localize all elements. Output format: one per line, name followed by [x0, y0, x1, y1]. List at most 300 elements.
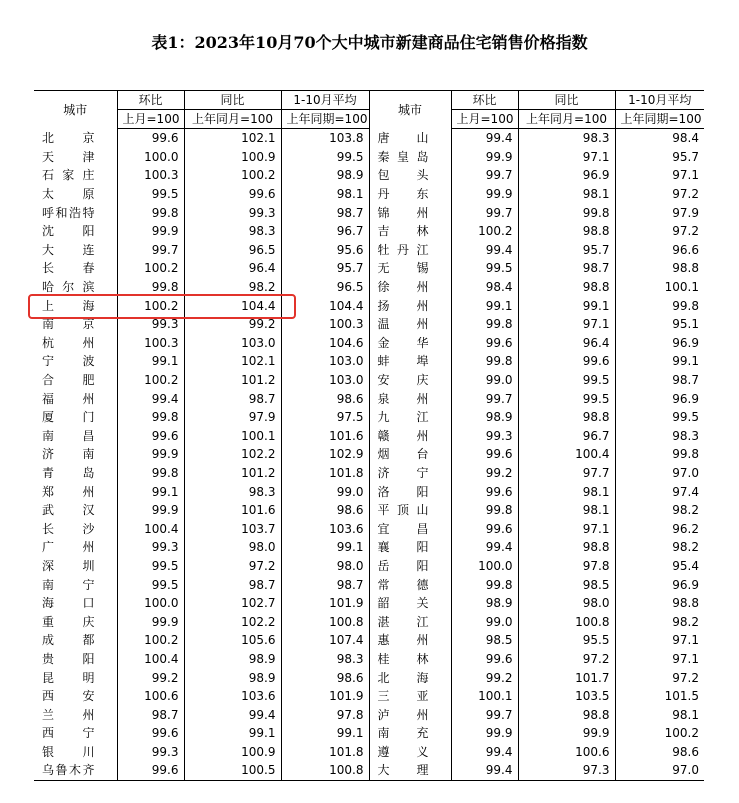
left-mom-cell: 100.2	[117, 371, 184, 390]
shanghai-highlight-box	[28, 294, 296, 319]
right-avg-cell: 98.2	[615, 538, 704, 557]
right-yoy-cell: 95.5	[518, 631, 615, 650]
left-avg-cell: 103.0	[281, 352, 369, 371]
right-mom-cell: 99.2	[451, 668, 518, 687]
left-city-cell: 宁波	[42, 354, 95, 369]
left-yoy-cell: 98.0	[184, 538, 281, 557]
right-yoy-cell: 95.7	[518, 241, 615, 260]
table-row	[34, 538, 704, 557]
right-avg-cell: 98.7	[615, 371, 704, 390]
right-avg-cell: 97.9	[615, 203, 704, 222]
right-yoy-cell: 97.1	[518, 519, 615, 538]
right-avg-cell: 98.4	[615, 129, 704, 148]
left-city-cell: 大连	[42, 242, 95, 257]
left-mom-cell: 100.2	[117, 259, 184, 278]
left-city-cell: 北京	[42, 131, 95, 146]
right-city-cell: 温州	[369, 315, 451, 334]
right-city-cell: 平顶山	[369, 501, 451, 520]
left-avg-cell: 104.6	[281, 334, 369, 353]
table-row	[34, 148, 704, 167]
right-avg-cell: 98.6	[615, 743, 704, 762]
left-city-cell: 哈尔滨	[42, 280, 95, 295]
left-mom-cell: 99.8	[117, 464, 184, 483]
right-avg-cell: 96.2	[615, 519, 704, 538]
left-city-cell: 成都	[42, 633, 95, 648]
table-row	[34, 668, 704, 687]
left-avg-cell: 100.8	[281, 612, 369, 631]
left-city-cell: 沈阳	[42, 224, 95, 239]
left-yoy-cell: 99.2	[184, 315, 281, 334]
right-avg-cell: 99.8	[615, 445, 704, 464]
table-row	[34, 631, 704, 650]
left-city-cell: 上海	[42, 298, 95, 313]
left-yoy-cell: 103.7	[184, 519, 281, 538]
left-mom-cell: 99.6	[117, 761, 184, 780]
left-mom-cell: 99.3	[117, 538, 184, 557]
left-mom-cell: 100.0	[117, 148, 184, 167]
left-city-cell: 重庆	[42, 614, 95, 629]
right-yoy-cell: 98.0	[518, 594, 615, 613]
left-mom-cell: 99.4	[117, 389, 184, 408]
left-mom-cell: 99.9	[117, 501, 184, 520]
mom-base-right: 上月=100	[451, 110, 518, 129]
right-yoy-cell: 103.5	[518, 687, 615, 706]
right-yoy-cell: 99.8	[518, 203, 615, 222]
left-yoy-cell: 97.2	[184, 557, 281, 576]
right-yoy-cell: 98.3	[518, 129, 615, 148]
left-mom-cell: 99.3	[117, 315, 184, 334]
table-row	[34, 203, 704, 222]
mom-base-left: 上月=100	[117, 110, 184, 129]
table-row	[34, 185, 704, 204]
table-row	[34, 575, 704, 594]
left-yoy-cell: 96.4	[184, 259, 281, 278]
left-yoy-cell: 98.9	[184, 650, 281, 669]
table-row	[34, 612, 704, 631]
right-yoy-cell: 100.8	[518, 612, 615, 631]
right-city-cell: 三亚	[369, 687, 451, 706]
left-yoy-cell: 98.7	[184, 389, 281, 408]
left-mom-cell: 99.8	[117, 278, 184, 297]
right-yoy-cell: 100.4	[518, 445, 615, 464]
left-yoy-cell: 104.4	[184, 296, 281, 315]
right-mom-cell: 99.9	[451, 148, 518, 167]
left-yoy-cell: 101.2	[184, 464, 281, 483]
left-avg-cell: 103.0	[281, 371, 369, 390]
right-city-cell: 秦皇岛	[369, 148, 451, 167]
left-mom-cell: 100.0	[117, 594, 184, 613]
right-yoy-cell: 99.6	[518, 352, 615, 371]
table-row	[34, 557, 704, 576]
right-mom-cell: 100.1	[451, 687, 518, 706]
left-yoy-cell: 98.2	[184, 278, 281, 297]
right-yoy-cell: 100.6	[518, 743, 615, 762]
table-row	[34, 687, 704, 706]
table-row	[34, 650, 704, 669]
right-city-cell: 桂林	[369, 650, 451, 669]
left-yoy-cell: 97.9	[184, 408, 281, 427]
right-mom-cell: 98.5	[451, 631, 518, 650]
table-row	[34, 352, 704, 371]
right-city-cell: 安庆	[369, 371, 451, 390]
left-city-cell: 杭州	[42, 335, 95, 350]
left-avg-cell: 98.0	[281, 557, 369, 576]
left-city-cell: 兰州	[42, 707, 95, 722]
left-yoy-cell: 100.2	[184, 166, 281, 185]
left-avg-cell: 95.7	[281, 259, 369, 278]
left-yoy-cell: 99.6	[184, 185, 281, 204]
left-city-cell: 银川	[42, 744, 95, 759]
right-avg-cell: 97.1	[615, 650, 704, 669]
right-avg-cell: 98.8	[615, 594, 704, 613]
left-yoy-cell: 100.9	[184, 743, 281, 762]
left-yoy-cell: 100.5	[184, 761, 281, 780]
left-city-cell: 乌鲁木齐	[34, 761, 117, 780]
left-avg-cell: 101.9	[281, 687, 369, 706]
left-city-cell: 福州	[42, 391, 95, 406]
right-avg-cell: 101.5	[615, 687, 704, 706]
left-mom-cell: 99.9	[117, 612, 184, 631]
left-city-cell: 西安	[42, 689, 95, 704]
right-city-cell: 泉州	[369, 389, 451, 408]
left-mom-cell: 99.5	[117, 185, 184, 204]
right-mom-cell: 99.6	[451, 445, 518, 464]
left-city-cell: 太原	[42, 187, 95, 202]
left-avg-cell: 103.8	[281, 129, 369, 148]
table-row	[34, 705, 704, 724]
right-mom-cell: 99.4	[451, 761, 518, 780]
left-avg-cell: 95.6	[281, 241, 369, 260]
left-avg-cell: 98.3	[281, 650, 369, 669]
left-city-cell: 郑州	[42, 484, 95, 499]
left-city-cell: 青岛	[42, 465, 95, 480]
right-city-cell: 宜昌	[369, 519, 451, 538]
right-mom-cell: 99.7	[451, 389, 518, 408]
right-yoy-cell: 98.1	[518, 501, 615, 520]
left-city-cell: 呼和浩特	[42, 205, 95, 220]
city-header-left: 城市	[34, 91, 117, 129]
right-yoy-cell: 99.9	[518, 724, 615, 743]
right-mom-cell: 98.9	[451, 594, 518, 613]
right-avg-cell: 98.1	[615, 705, 704, 724]
left-yoy-cell: 98.7	[184, 575, 281, 594]
right-avg-cell: 97.2	[615, 668, 704, 687]
left-mom-cell: 100.2	[117, 631, 184, 650]
right-city-cell: 烟台	[369, 445, 451, 464]
right-mom-cell: 99.9	[451, 724, 518, 743]
table-row	[34, 761, 704, 780]
left-city-cell: 济南	[42, 447, 95, 462]
left-yoy-cell: 99.1	[184, 724, 281, 743]
left-mom-cell: 99.9	[117, 222, 184, 241]
left-avg-cell: 98.9	[281, 166, 369, 185]
right-city-cell: 韶关	[369, 594, 451, 613]
right-avg-cell: 99.1	[615, 352, 704, 371]
right-mom-cell: 99.1	[451, 296, 518, 315]
left-yoy-cell: 101.2	[184, 371, 281, 390]
right-city-cell: 唐山	[369, 129, 451, 148]
right-yoy-cell: 98.7	[518, 259, 615, 278]
right-mom-cell: 99.6	[451, 519, 518, 538]
right-avg-cell: 96.9	[615, 575, 704, 594]
right-mom-cell: 99.4	[451, 241, 518, 260]
right-yoy-cell: 96.7	[518, 427, 615, 446]
right-yoy-cell: 97.2	[518, 650, 615, 669]
right-mom-cell: 99.0	[451, 612, 518, 631]
right-mom-cell: 99.4	[451, 743, 518, 762]
left-avg-cell: 98.7	[281, 203, 369, 222]
right-city-cell: 大理	[369, 761, 451, 780]
right-avg-cell: 100.1	[615, 278, 704, 297]
yoy-base-right: 上年同月=100	[518, 110, 615, 129]
left-avg-cell: 96.7	[281, 222, 369, 241]
left-yoy-cell: 105.6	[184, 631, 281, 650]
left-yoy-cell: 99.3	[184, 203, 281, 222]
right-avg-cell: 97.0	[615, 464, 704, 483]
right-mom-cell: 99.7	[451, 203, 518, 222]
left-mom-cell: 99.7	[117, 241, 184, 260]
left-mom-cell: 100.6	[117, 687, 184, 706]
left-mom-cell: 100.2	[117, 296, 184, 315]
right-yoy-cell: 99.5	[518, 389, 615, 408]
right-yoy-cell: 97.1	[518, 148, 615, 167]
right-city-cell: 包头	[369, 166, 451, 185]
table-row	[34, 464, 704, 483]
left-yoy-cell: 103.0	[184, 334, 281, 353]
left-mom-cell: 99.6	[117, 724, 184, 743]
right-mom-cell: 99.6	[451, 482, 518, 501]
right-mom-cell: 99.7	[451, 166, 518, 185]
right-yoy-cell: 97.8	[518, 557, 615, 576]
left-mom-cell: 99.6	[117, 427, 184, 446]
table-row	[34, 334, 704, 353]
right-city-cell: 南充	[369, 724, 451, 743]
right-mom-cell: 99.8	[451, 315, 518, 334]
table-title: 表1：2023年10月70个大中城市新建商品住宅销售价格指数	[151, 33, 588, 52]
right-avg-cell: 97.1	[615, 631, 704, 650]
right-mom-cell: 99.8	[451, 575, 518, 594]
right-avg-cell: 97.2	[615, 222, 704, 241]
right-mom-cell: 99.4	[451, 538, 518, 557]
left-avg-cell: 96.5	[281, 278, 369, 297]
right-avg-cell: 100.2	[615, 724, 704, 743]
right-mom-cell: 99.0	[451, 371, 518, 390]
left-yoy-cell: 102.1	[184, 129, 281, 148]
left-mom-cell: 100.3	[117, 166, 184, 185]
right-city-cell: 常德	[369, 575, 451, 594]
left-avg-cell: 98.1	[281, 185, 369, 204]
left-city-cell: 海口	[42, 596, 95, 611]
left-yoy-cell: 101.6	[184, 501, 281, 520]
left-city-cell: 西宁	[42, 726, 95, 741]
right-yoy-cell: 98.1	[518, 482, 615, 501]
avg-header-right: 1-10月平均	[615, 91, 704, 110]
left-avg-cell: 99.1	[281, 724, 369, 743]
mom-header-right: 环比	[451, 91, 518, 110]
left-yoy-cell: 96.5	[184, 241, 281, 260]
left-yoy-cell: 98.9	[184, 668, 281, 687]
right-mom-cell: 100.0	[451, 557, 518, 576]
right-avg-cell: 98.8	[615, 259, 704, 278]
right-mom-cell: 98.9	[451, 408, 518, 427]
table-row	[34, 259, 704, 278]
left-avg-cell: 97.8	[281, 705, 369, 724]
table-row	[34, 482, 704, 501]
table-row	[34, 389, 704, 408]
right-mom-cell: 99.4	[451, 129, 518, 148]
table-row	[34, 724, 704, 743]
mom-header-left: 环比	[117, 91, 184, 110]
table-row	[34, 743, 704, 762]
left-avg-cell: 100.3	[281, 315, 369, 334]
right-mom-cell: 99.7	[451, 705, 518, 724]
right-yoy-cell: 101.7	[518, 668, 615, 687]
left-avg-cell: 99.0	[281, 482, 369, 501]
left-city-cell: 武汉	[42, 503, 95, 518]
price-index-table	[34, 90, 704, 781]
left-avg-cell: 101.9	[281, 594, 369, 613]
left-avg-cell: 98.7	[281, 575, 369, 594]
table-row	[34, 501, 704, 520]
table-row	[34, 241, 704, 260]
left-mom-cell: 100.3	[117, 334, 184, 353]
right-yoy-cell: 97.7	[518, 464, 615, 483]
left-yoy-cell: 99.4	[184, 705, 281, 724]
right-yoy-cell: 98.8	[518, 538, 615, 557]
left-city-cell: 厦门	[42, 410, 95, 425]
right-avg-cell: 98.3	[615, 427, 704, 446]
left-city-cell: 天津	[42, 149, 95, 164]
left-city-cell: 南京	[42, 317, 95, 332]
right-mom-cell: 99.8	[451, 352, 518, 371]
left-mom-cell: 99.6	[117, 129, 184, 148]
left-city-cell: 长春	[42, 261, 95, 276]
right-avg-cell: 98.2	[615, 612, 704, 631]
right-city-cell: 牡丹江	[369, 241, 451, 260]
yoy-header-right: 同比	[518, 91, 615, 110]
right-city-cell: 岳阳	[369, 557, 451, 576]
right-yoy-cell: 98.8	[518, 705, 615, 724]
right-yoy-cell: 96.9	[518, 166, 615, 185]
left-city-cell: 贵阳	[42, 651, 95, 666]
left-city-cell: 长沙	[42, 521, 95, 536]
right-mom-cell: 99.8	[451, 501, 518, 520]
right-city-cell: 赣州	[369, 427, 451, 446]
right-mom-cell: 99.6	[451, 650, 518, 669]
right-avg-cell: 96.6	[615, 241, 704, 260]
avg-base-left: 上年同期=100	[281, 110, 369, 129]
left-mom-cell: 99.5	[117, 575, 184, 594]
left-avg-cell: 101.8	[281, 464, 369, 483]
right-mom-cell: 99.3	[451, 427, 518, 446]
left-avg-cell: 104.4	[281, 296, 369, 315]
left-mom-cell: 99.2	[117, 668, 184, 687]
left-mom-cell: 99.9	[117, 445, 184, 464]
left-yoy-cell: 102.1	[184, 352, 281, 371]
right-yoy-cell: 98.8	[518, 222, 615, 241]
left-yoy-cell: 102.2	[184, 612, 281, 631]
right-yoy-cell: 96.4	[518, 334, 615, 353]
yoy-header-left: 同比	[184, 91, 281, 110]
right-yoy-cell: 98.5	[518, 575, 615, 594]
left-mom-cell: 100.4	[117, 650, 184, 669]
left-mom-cell: 99.8	[117, 203, 184, 222]
left-yoy-cell: 98.3	[184, 482, 281, 501]
table-row	[34, 519, 704, 538]
right-yoy-cell: 97.3	[518, 761, 615, 780]
right-city-cell: 湛江	[369, 612, 451, 631]
left-city-cell: 广州	[42, 540, 95, 555]
right-mom-cell: 99.9	[451, 185, 518, 204]
left-yoy-cell: 103.6	[184, 687, 281, 706]
right-avg-cell: 99.8	[615, 296, 704, 315]
left-city-cell: 南宁	[42, 577, 95, 592]
right-avg-cell: 95.7	[615, 148, 704, 167]
right-city-cell: 济宁	[369, 464, 451, 483]
right-city-cell: 无锡	[369, 259, 451, 278]
left-city-cell: 深圳	[42, 558, 95, 573]
yoy-base-left: 上年同月=100	[184, 110, 281, 129]
right-mom-cell: 100.2	[451, 222, 518, 241]
table-row	[34, 427, 704, 446]
right-yoy-cell: 98.1	[518, 185, 615, 204]
right-city-cell: 惠州	[369, 631, 451, 650]
city-header-right: 城市	[369, 91, 451, 129]
right-city-cell: 徐州	[369, 278, 451, 297]
left-mom-cell: 98.7	[117, 705, 184, 724]
table-row	[34, 594, 704, 613]
left-avg-cell: 107.4	[281, 631, 369, 650]
right-city-cell: 襄阳	[369, 538, 451, 557]
left-mom-cell: 99.1	[117, 482, 184, 501]
right-avg-cell: 98.2	[615, 501, 704, 520]
table-body	[34, 129, 704, 781]
right-avg-cell: 97.4	[615, 482, 704, 501]
right-city-cell: 扬州	[369, 296, 451, 315]
left-city-cell: 昆明	[42, 670, 95, 685]
left-avg-cell: 100.8	[281, 761, 369, 780]
right-yoy-cell: 98.8	[518, 278, 615, 297]
table-row	[34, 129, 704, 148]
left-city-cell: 南昌	[42, 428, 95, 443]
table-row	[34, 371, 704, 390]
avg-base-right: 上年同期=100	[615, 110, 704, 129]
table-row	[34, 222, 704, 241]
right-yoy-cell: 97.1	[518, 315, 615, 334]
left-yoy-cell: 100.1	[184, 427, 281, 446]
right-avg-cell: 99.5	[615, 408, 704, 427]
left-avg-cell: 98.6	[281, 501, 369, 520]
table-row	[34, 166, 704, 185]
right-city-cell: 丹东	[369, 185, 451, 204]
right-avg-cell: 95.4	[615, 557, 704, 576]
left-avg-cell: 101.8	[281, 743, 369, 762]
right-city-cell: 洛阳	[369, 482, 451, 501]
left-city-cell: 石家庄	[42, 168, 95, 183]
left-yoy-cell: 102.7	[184, 594, 281, 613]
right-city-cell: 九江	[369, 408, 451, 427]
left-avg-cell: 98.6	[281, 389, 369, 408]
table-row	[34, 445, 704, 464]
right-mom-cell: 99.2	[451, 464, 518, 483]
left-mom-cell: 99.1	[117, 352, 184, 371]
right-city-cell: 吉林	[369, 222, 451, 241]
left-avg-cell: 102.9	[281, 445, 369, 464]
header-row-1	[34, 91, 704, 110]
right-avg-cell: 96.9	[615, 389, 704, 408]
right-avg-cell: 96.9	[615, 334, 704, 353]
left-avg-cell: 99.1	[281, 538, 369, 557]
